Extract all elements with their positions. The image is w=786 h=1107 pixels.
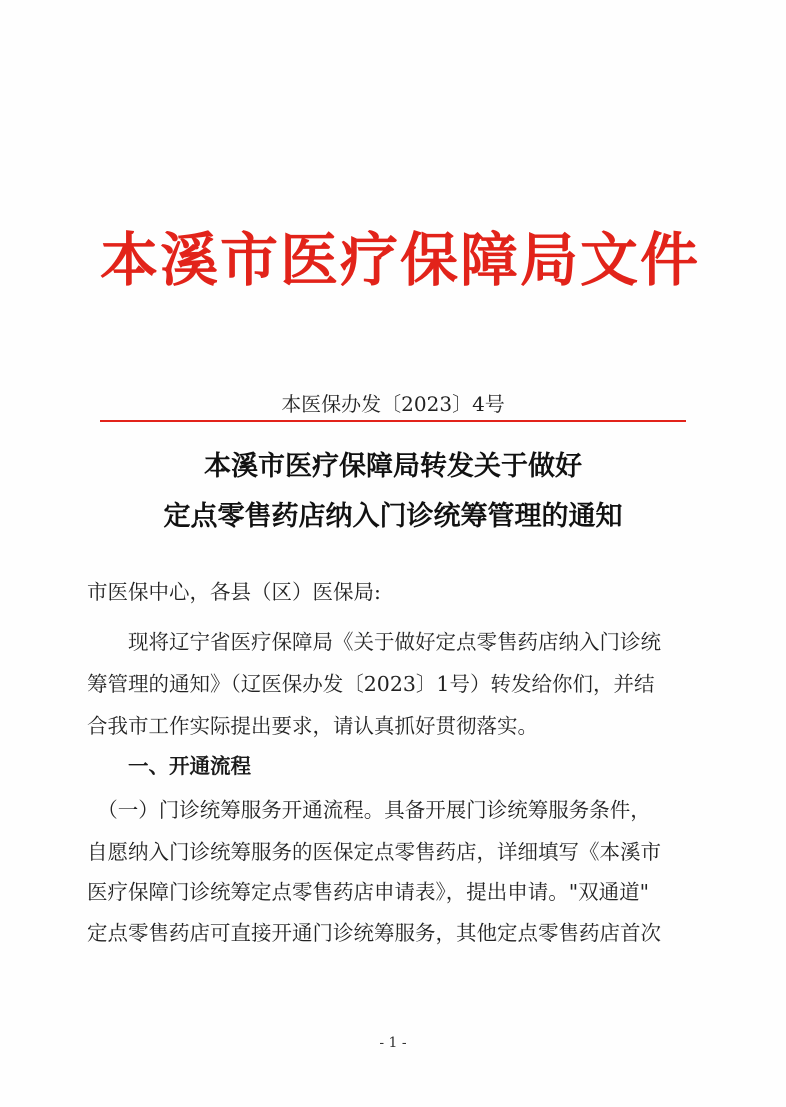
- red-divider-line: [100, 420, 686, 422]
- section-paragraph-line: 自愿纳入门诊统筹服务的医保定点零售药店，详细填写《本溪市: [87, 840, 661, 864]
- intro-paragraph-line: 现将辽宁省医疗保障局《关于做好定点零售药店纳入门诊统: [87, 630, 661, 654]
- section-paragraph-line: （一）门诊统筹服务开通流程。具备开展门诊统筹服务条件，: [87, 798, 651, 822]
- salutation: 市医保中心，各县（区）医保局:: [87, 580, 381, 604]
- notice-title-line-2: 定点零售药店纳入门诊统筹管理的通知: [163, 501, 623, 532]
- page-number: - 1 -: [379, 1035, 407, 1051]
- document-number: 本医保办发〔2023〕4号: [281, 392, 505, 416]
- notice-title-line-1: 本溪市医疗保障局转发关于做好: [204, 451, 582, 482]
- section-paragraph-line: 医疗保障门诊统筹定点零售药店申请表》，提出申请。"双通道": [87, 880, 650, 904]
- section-paragraph-line: 定点零售药店可直接开通门诊统筹服务，其他定点零售药店首次: [87, 921, 661, 945]
- intro-paragraph-line: 合我市工作实际提出要求，请认真抓好贯彻落实。: [87, 714, 538, 738]
- section-heading: 一、开通流程: [128, 754, 251, 778]
- agency-masthead-title: 本溪市医疗保障局文件: [100, 226, 701, 294]
- intro-paragraph-line: 筹管理的通知》（辽医保办发〔2023〕1号）转发给你们，并结: [87, 672, 655, 696]
